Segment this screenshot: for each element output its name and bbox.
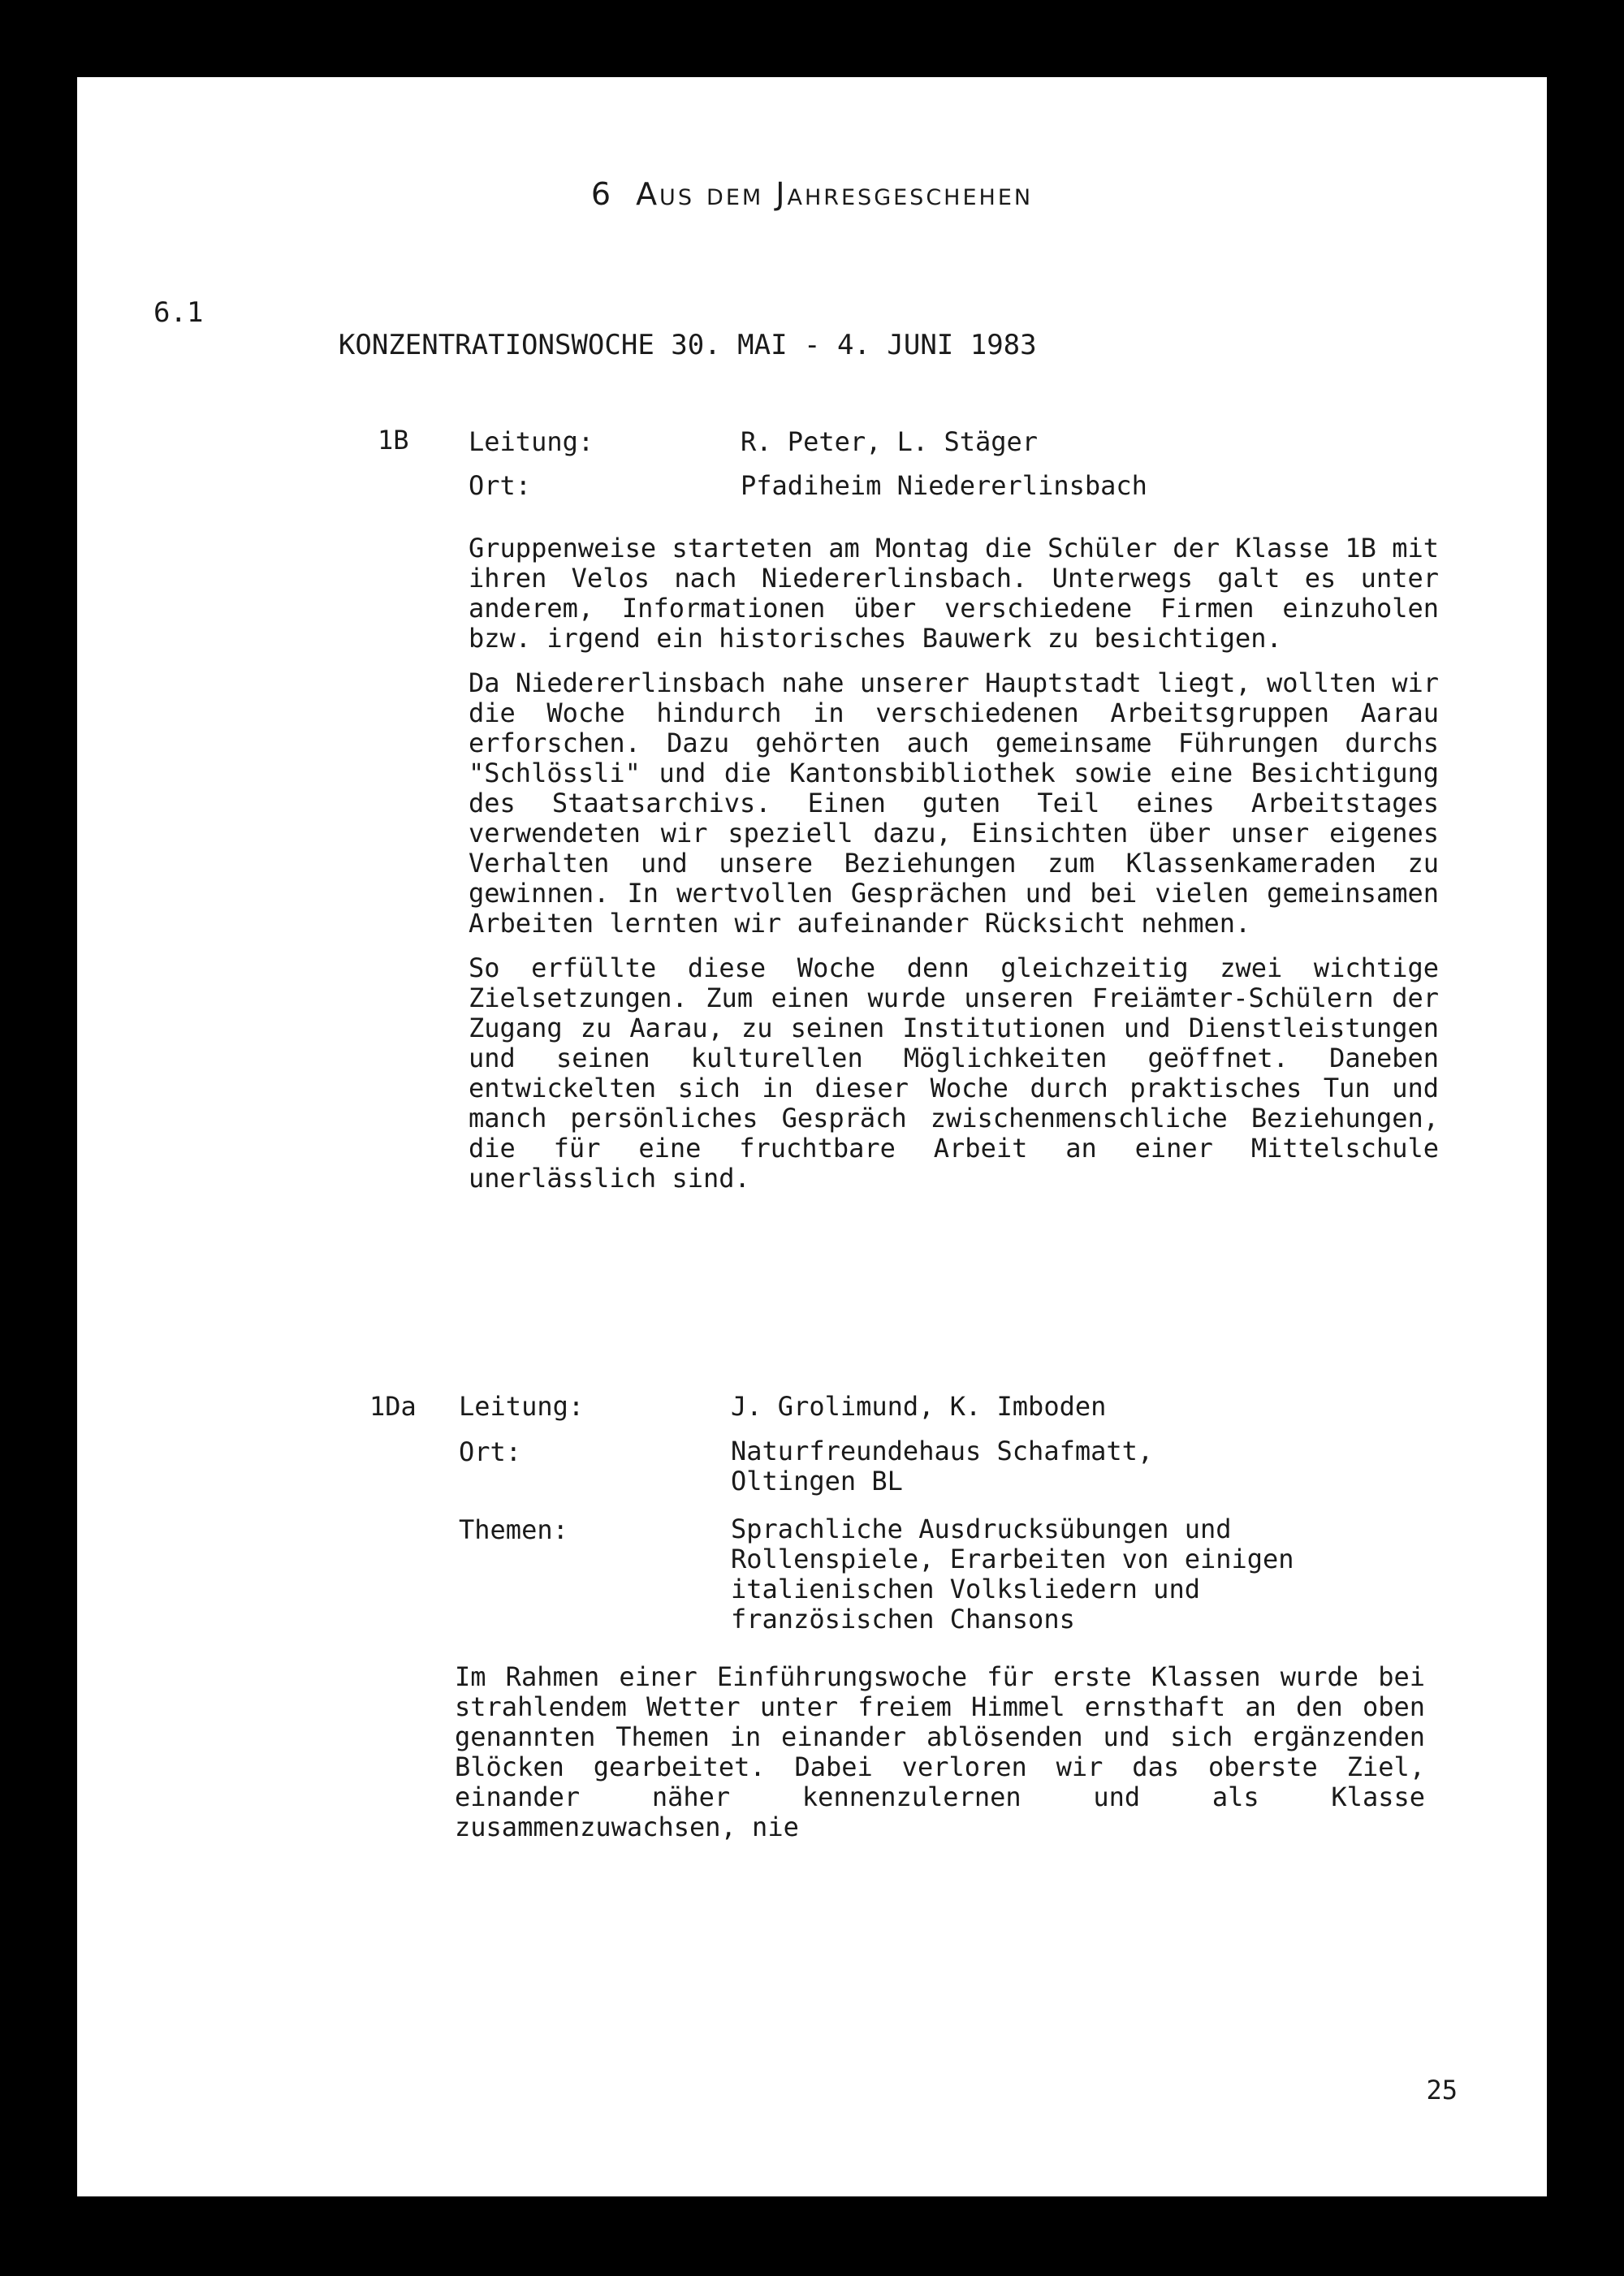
chapter-title-text: Aus dem Jahresgeschehen: [636, 176, 1034, 212]
ort-row: [469, 464, 1199, 507]
page-number: 25: [1426, 2075, 1458, 2105]
leitung-value: R. Peter, L. Stäger: [741, 426, 1039, 457]
paragraph: Gruppenweise starteten am Montag die Schüler der Klasse 1B mit ihren Velos nach Niedererlinsbach. Unterwegs galt es unter anderem, Informationen über verschiedene Firmen einzuholen bzw. irgend ein historisches Bauwerk zu besichtigen.: [469, 533, 1439, 654]
chapter-title: [77, 176, 1547, 212]
class-1b-meta: [469, 420, 1199, 507]
paragraph: Im Rahmen einer Einführungswoche für erste Klassen wurde bei strahlendem Wetter unter freiem Himmel ernsthaft an den oben genannten Themen in einander ablösenden und sich ergänzenden Blöcken gearbeitet. Dabei verloren wir das oberste Ziel, einander näher kennenzulernen und als Klasse zusammenzuwachsen, nie: [455, 1661, 1425, 1842]
ort-value: Naturfreundehaus Schafmatt, Oltingen BL: [731, 1436, 1154, 1496]
class-1da-meta: [459, 1386, 1433, 1635]
section-heading: [153, 296, 1037, 394]
themen-key: Themen:: [459, 1514, 568, 1545]
class-1b-body: [469, 533, 1439, 1208]
section-number: 6.1: [153, 296, 204, 329]
paragraph: Da Niedererlinsbach nahe unserer Hauptstadt liegt, wollten wir die Woche hindurch in verschiedenen Arbeitsgruppen Aarau erforschen. Dazu gehörten auch gemeinsame Führungen durchs "Schlössli" und die Kantonsbibliothek sowie eine Besichtigung des Staatsarchivs. Einen guten Teil eines Arbeitstages verwendeten wir speziell dazu, Einsichten über unser eigenes Verhalten und unsere Beziehungen zum Klassenkameraden zu gewinnen. In wertvollen Gesprächen und bei vielen gemeinsamen Arbeiten lernten wir aufeinander Rücksicht nehmen.: [469, 667, 1439, 939]
leitung-key: Leitung:: [469, 426, 594, 457]
section-title: KONZENTRATIONSWOCHE 30. MAI - 4. JUNI 1983: [338, 329, 1037, 361]
class-label-1da: 1Da: [369, 1391, 417, 1422]
paragraph: So erfüllte diese Woche denn gleichzeitig zwei wichtige Zielsetzungen. Zum einen wurde unseren Freiämter-Schülern der Zugang zu Aarau, zu seinen Institutionen und Dienstleistungen und seinen kulturellen Möglichkeiten geöffnet. Daneben entwickelten sich in dieser Woche durch praktisches Tun und manch persönliches Gespräch zwischenmenschliche Beziehungen, die für eine fruchtbare Arbeit an einer Mittelschule unerlässlich sind.: [469, 952, 1439, 1194]
themen-value: Sprachliche Ausdrucksübungen und Rollenspiele, Erarbeiten von einigen italienischen Volksliedern und französischen Chansons: [731, 1514, 1294, 1635]
leitung-key: Leitung:: [459, 1391, 585, 1422]
leitung-row: [469, 420, 1199, 464]
leitung-value: J. Grolimund, K. Imboden: [731, 1391, 1107, 1422]
class-label-1b: 1B: [378, 425, 409, 456]
document-page: [77, 77, 1547, 2196]
class-1da-body: [455, 1662, 1425, 1857]
chapter-number: 6: [590, 176, 614, 212]
ort-key: Ort:: [459, 1436, 522, 1467]
ort-value: Pfadiheim Niedererlinsbach: [741, 470, 1147, 501]
ort-key: Ort:: [469, 470, 532, 501]
